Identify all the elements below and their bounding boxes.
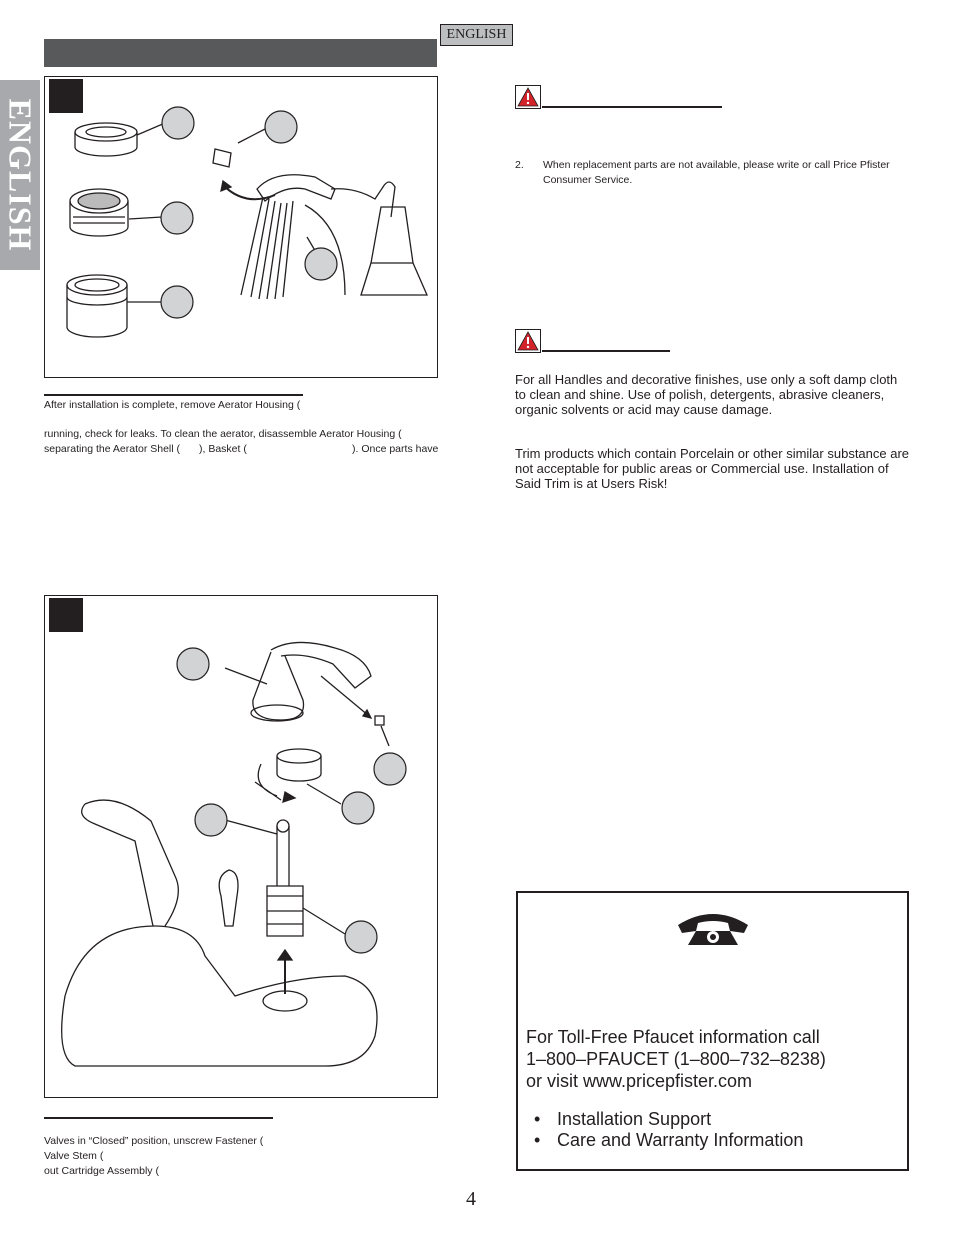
contact-website: or visit www.pricepfister.com xyxy=(526,1071,753,1091)
aerator-illustration-frame xyxy=(44,76,438,378)
contact-bullet: • xyxy=(534,1109,541,1129)
side-language-tab xyxy=(0,80,40,270)
warning-heading-rule xyxy=(542,106,722,108)
care-heading-rule xyxy=(542,350,670,352)
contact-info-box xyxy=(516,891,909,1171)
side-language-label: ENGLISH xyxy=(2,98,39,252)
contact-line-2: 1–800–PFAUCET (1–800–732–8238) xyxy=(526,1049,826,1069)
care-paragraph-1: For all Handles and decorative finishes, use only a soft damp cloth to clean and shine. Use of polish, detergents, abrasive cleaners, organic solvents or acid may cause damage. xyxy=(515,372,898,417)
header-bar xyxy=(44,39,437,67)
warning-item-number: 2. xyxy=(515,159,524,171)
language-tag: ENGLISH xyxy=(440,24,513,46)
warning-text-line-1: When replacement parts are not available, please write or call Price Pfister xyxy=(543,159,890,171)
cartridge-text-line-1: Valves in “Closed” position, unscrew Fastener ( xyxy=(44,1135,264,1147)
warning-icon xyxy=(515,85,541,109)
section-heading-rule xyxy=(44,394,303,396)
aerator-diagram xyxy=(45,77,439,379)
cartridge-diagram xyxy=(45,596,439,1099)
contact-line-1: For Toll-Free Pfaucet information call xyxy=(526,1027,820,1047)
telephone-icon xyxy=(674,909,752,949)
care-paragraph-2: Trim products which contain Porcelain or other similar substance are not acceptable for public areas or Commercial use. Installation of Said Trim is at Users Risk! xyxy=(515,446,910,491)
aerator-text-line-2: running, check for leaks. To clean the aerator, disassemble Aerator Housing ( xyxy=(44,428,402,440)
warning-text-line-2: Consumer Service. xyxy=(543,174,633,186)
aerator-text-line-3a: separating the Aerator Shell ( xyxy=(44,443,180,455)
cartridge-text-line-2: Valve Stem ( xyxy=(44,1150,104,1162)
aerator-text-line-1: After installation is complete, remove Aerator Housing ( xyxy=(44,399,301,411)
contact-bullet-text: Installation Support xyxy=(557,1109,712,1129)
aerator-text-line-3c: ). Once parts have xyxy=(352,443,439,455)
aerator-text-line-3b: ), Basket ( xyxy=(199,443,247,455)
cartridge-illustration-frame xyxy=(44,595,438,1098)
section-heading-rule xyxy=(44,1117,273,1119)
cartridge-text-line-3: out Cartridge Assembly ( xyxy=(44,1165,159,1177)
contact-bullet: • xyxy=(534,1130,541,1150)
contact-bullet-text: Care and Warranty Information xyxy=(557,1130,804,1150)
page-number: 4 xyxy=(466,1188,476,1210)
warning-icon xyxy=(515,329,541,353)
